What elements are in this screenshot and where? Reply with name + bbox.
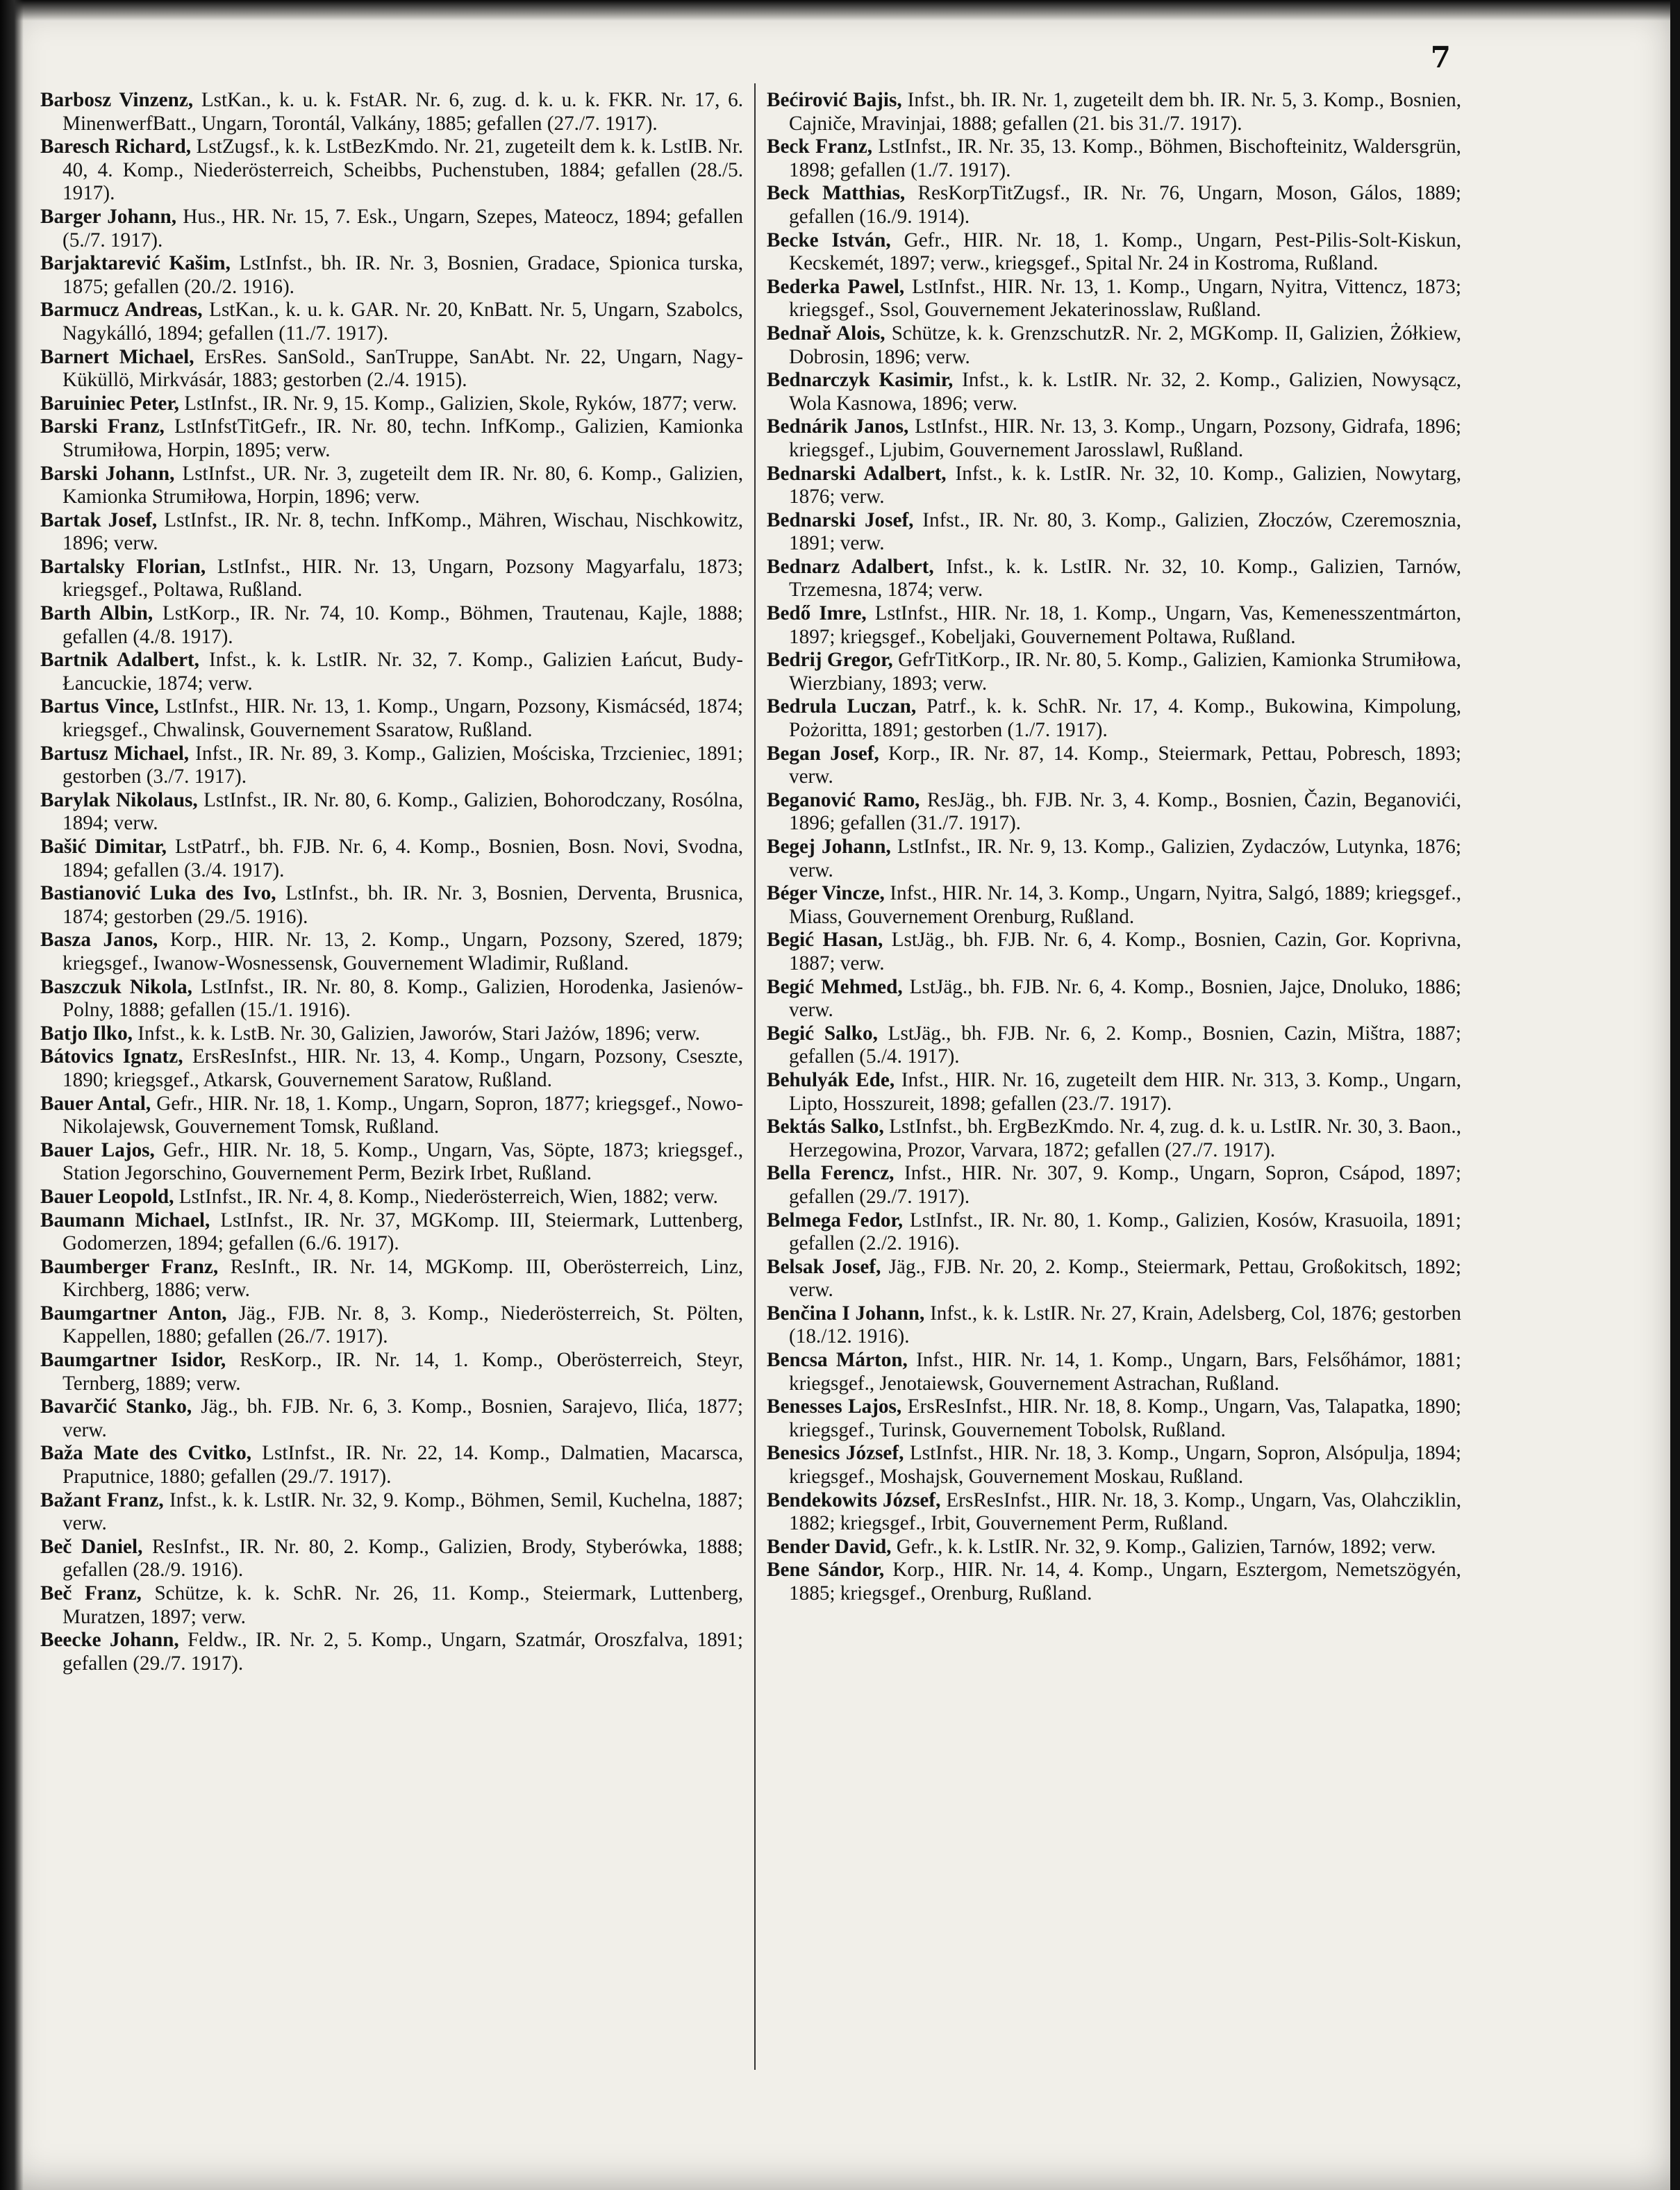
entry-name: Baumgartner Isidor, bbox=[40, 1349, 226, 1372]
entry-name: Bašić Dimitar, bbox=[40, 836, 167, 858]
entry-name: Bauer Antal, bbox=[40, 1092, 151, 1115]
entry-name: Bauer Lajos, bbox=[40, 1138, 155, 1161]
entry-details: LstKan., k. u. k. FstAR. Nr. 6, zug. d. k. u. k. FKR. Nr. 17, 6. MinenwerfBatt., Ungarn, Torontál, Valkány, 1885; gefallen (27./7. 1917). bbox=[63, 89, 744, 135]
list-entry bbox=[767, 1559, 1461, 1605]
entry-name: Beecke Johann, bbox=[40, 1629, 179, 1652]
entry-details: ErsRes. SanSold., SanTruppe, SanAbt. Nr. 22, Ungarn, Nagy-Küküllö, Mirkvásár, 1883; gestorben (2./4. 1915). bbox=[63, 345, 743, 392]
entry-name: Bavarčić Stanko, bbox=[40, 1395, 192, 1418]
entry-name: Bender David, bbox=[767, 1535, 892, 1558]
list-entry bbox=[767, 929, 1461, 975]
entry-details: LstKan., k. u. k. GAR. Nr. 20, KnBatt. Nr. 5, Ungarn, Szabolcs, Nagykálló, 1894; gefallen (11./7. 1917). bbox=[63, 299, 743, 345]
entry-details: LstInfst., HIR. Nr. 13, 3. Komp., Ungarn, Pozsony, Gidrafa, 1896; kriegsgef., Ljubim, Gouvernement Jarosslawl, Rußland. bbox=[789, 415, 1461, 461]
entry-details: Infst., HIR. Nr. 14, 1. Komp., Ungarn, Bars, Felsőhámor, 1881; kriegsgef., Jenotaiewsk, Gouvernement Astrachan, Rußland. bbox=[789, 1349, 1461, 1395]
entry-details: LstInfst., IR. Nr. 9, 13. Komp., Galizien, Zydaczów, Lutynka, 1876; verw. bbox=[789, 836, 1461, 881]
scan-top-edge bbox=[0, 0, 1680, 21]
entry-name: Baszczuk Nikola, bbox=[40, 975, 192, 998]
entry-details: LstInfst., HIR. Nr. 18, 3. Komp., Ungarn, Sopron, Alsópulja, 1894; kriegsgef., Moshajsk, Gouvernement Moskau, Rußland. bbox=[789, 1442, 1461, 1488]
entry-name: Bednarczyk Kasimir, bbox=[767, 369, 954, 392]
list-entry bbox=[767, 135, 1461, 182]
list-entry bbox=[40, 89, 743, 135]
right-column bbox=[767, 89, 1461, 1606]
list-entry bbox=[40, 1349, 743, 1395]
entry-name: Beč Franz, bbox=[40, 1582, 142, 1604]
entry-details: Gefr., HIR. Nr. 18, 1. Komp., Ungarn, Sopron, 1877; kriegsgef., Nowo-Nikolajewsk, Gouvernement Tomsk, Rußland. bbox=[63, 1092, 743, 1138]
entry-details: Gefr., HIR. Nr. 18, 1. Komp., Ungarn, Pest-Pilis-Solt-Kiskun, Kecskemét, 1897; verw., kriegsgef., Spital Nr. 24 in Kostroma, Rußland. bbox=[789, 229, 1461, 275]
entry-name: Begić Salko, bbox=[767, 1022, 878, 1045]
entry-details: LstInfst., bh. IR. Nr. 3, Bosnien, Derventa, Brusnica, 1874; gestorben (29./5. 1916). bbox=[63, 882, 743, 928]
entry-details: Infst., k. k. LstIR. Nr. 27, Krain, Adelsberg, Col, 1876; gestorben (18./12. 1916). bbox=[789, 1302, 1461, 1348]
list-entry bbox=[40, 1045, 743, 1092]
list-entry bbox=[40, 976, 743, 1022]
list-entry bbox=[40, 206, 743, 252]
list-entry bbox=[767, 1162, 1461, 1209]
list-entry bbox=[767, 602, 1461, 649]
entry-name: Beck Franz, bbox=[767, 135, 872, 158]
list-entry bbox=[40, 1489, 743, 1536]
entry-details: Infst., k. k. LstIR. Nr. 32, 7. Komp., Galizien Łańcut, Budy-Łancuckie, 1874; verw. bbox=[63, 649, 743, 695]
entry-name: Began Josef, bbox=[767, 742, 879, 765]
entry-name: Barski Johann, bbox=[40, 462, 175, 485]
entry-details: Feldw., IR. Nr. 2, 5. Komp., Ungarn, Szatmár, Oroszfalva, 1891; gefallen (29./7. 1917). bbox=[63, 1629, 744, 1675]
entry-name: Barylak Nikolaus, bbox=[40, 788, 198, 811]
list-entry bbox=[767, 789, 1461, 836]
list-entry bbox=[767, 1022, 1461, 1069]
entry-details: LstInfst., IR. Nr. 9, 15. Komp., Galizien, Skole, Ryków, 1877; verw. bbox=[178, 392, 738, 415]
list-entry bbox=[767, 276, 1461, 322]
left-column bbox=[40, 89, 743, 1675]
list-entry bbox=[40, 1139, 743, 1186]
entry-name: Bendekowits József, bbox=[767, 1488, 941, 1511]
entry-name: Baumgartner Anton, bbox=[40, 1302, 227, 1325]
list-entry bbox=[40, 602, 743, 649]
entry-details: Gefr., HIR. Nr. 18, 5. Komp., Ungarn, Vas, Söpte, 1873; kriegsgef., Station Jegorschino, Gouvernement Perm, Bezirk Irbet, Rußland. bbox=[63, 1138, 743, 1185]
list-entry bbox=[40, 695, 743, 742]
entry-details: LstPatrf., bh. FJB. Nr. 6, 4. Komp., Bosnien, Bosn. Novi, Svodna, 1894; gefallen (3./4. 1917). bbox=[63, 836, 744, 881]
entry-details: Hus., HR. Nr. 15, 7. Esk., Ungarn, Szepes, Mateocz, 1894; gefallen (5./7. 1917). bbox=[63, 205, 743, 251]
entry-name: Baresch Richard, bbox=[40, 135, 191, 158]
entry-name: Bauer Leopold, bbox=[40, 1185, 174, 1208]
entry-details: Jäg., FJB. Nr. 20, 2. Komp., Steiermark, Pettau, Großokitsch, 1892; verw. bbox=[789, 1255, 1461, 1302]
entry-details: Infst., HIR. Nr. 14, 3. Komp., Ungarn, Nyitra, Salgó, 1889; kriegsgef., Miass, Gouvernement Orenburg, Rußland. bbox=[789, 882, 1461, 928]
entry-name: Bartnik Adalbert, bbox=[40, 649, 199, 672]
entry-name: Barski Franz, bbox=[40, 415, 165, 438]
entry-details: ErsResInfst., HIR. Nr. 13, 4. Komp., Ungarn, Pozsony, Cseszte, 1890; kriegsgef., Atkarsk, Gouvernement Saratow, Rußland. bbox=[63, 1045, 743, 1091]
list-entry bbox=[767, 695, 1461, 742]
entry-name: Baumberger Franz, bbox=[40, 1255, 219, 1278]
list-entry bbox=[767, 1115, 1461, 1162]
list-entry bbox=[40, 1629, 743, 1675]
list-entry bbox=[40, 509, 743, 556]
entry-name: Barbosz Vinzenz, bbox=[40, 89, 194, 111]
entry-details: ResJäg., bh. FJB. Nr. 3, 4. Komp., Bosnien, Čazin, Beganovići, 1896; gefallen (31./7. 1917). bbox=[789, 788, 1461, 835]
entry-name: Bedő Imre, bbox=[767, 602, 867, 625]
list-entry bbox=[767, 1069, 1461, 1115]
list-entry bbox=[40, 1302, 743, 1349]
list-entry bbox=[40, 135, 743, 206]
entry-name: Bažant Franz, bbox=[40, 1488, 164, 1511]
entry-name: Belsak Josef, bbox=[767, 1255, 881, 1278]
page-number: 7 bbox=[1430, 40, 1451, 74]
entry-details: Infst., bh. IR. Nr. 1, zugeteilt dem bh. IR. Nr. 5, 3. Komp., Bosnien, Cajniče, Mravinjai, 1888; gefallen (21. bis 31./7. 1917). bbox=[789, 89, 1461, 135]
list-entry bbox=[40, 1256, 743, 1302]
entry-name: Bednarski Josef, bbox=[767, 508, 914, 531]
entry-name: Barjaktarević Kašim, bbox=[40, 252, 231, 275]
entry-name: Baruiniec Peter, bbox=[40, 392, 179, 415]
entry-details: Jäg., FJB. Nr. 8, 3. Komp., Niederösterreich, St. Pölten, Kappellen, 1880; gefallen (26./7. 1917). bbox=[63, 1302, 743, 1348]
entry-name: Bednarz Adalbert, bbox=[767, 555, 934, 578]
list-entry bbox=[767, 836, 1461, 882]
list-entry bbox=[767, 463, 1461, 509]
entry-name: Begić Mehmed, bbox=[767, 975, 903, 998]
entry-name: Bećirović Bajis, bbox=[767, 89, 902, 111]
list-entry bbox=[767, 369, 1461, 415]
list-entry bbox=[767, 556, 1461, 602]
list-entry bbox=[40, 346, 743, 392]
list-entry bbox=[40, 1209, 743, 1256]
entry-details: Infst., k. k. LstIR. Nr. 32, 10. Komp., Galizien, Nowytarg, 1876; verw. bbox=[789, 462, 1461, 508]
entry-details: LstInfst., HIR. Nr. 13, 1. Komp., Ungarn, Nyitra, Vittencz, 1873; kriegsgef., Ssol, Gouvernement Jekaterinosslaw, Rußland. bbox=[789, 275, 1461, 322]
entry-details: LstInfst., IR. Nr. 80, 8. Komp., Galizien, Horodenka, Jasienów-Polny, 1888; gefallen (15./1. 1916). bbox=[63, 975, 743, 1022]
list-entry bbox=[767, 1489, 1461, 1536]
entry-name: Beganović Ramo, bbox=[767, 788, 920, 811]
list-entry bbox=[767, 743, 1461, 789]
entry-name: Bednarski Adalbert, bbox=[767, 462, 947, 485]
list-entry bbox=[767, 1256, 1461, 1302]
list-entry bbox=[40, 463, 743, 509]
list-entry bbox=[40, 882, 743, 929]
list-entry bbox=[40, 929, 743, 975]
entry-name: Benesses Lajos, bbox=[767, 1395, 902, 1418]
entry-details: Schütze, k. k. GrenzschutzR. Nr. 2, MGKomp. II, Galizien, Żółkiew, Dobrosin, 1896; verw. bbox=[789, 322, 1462, 368]
list-entry bbox=[40, 556, 743, 602]
entry-details: LstInfst., bh. ErgBezKmdo. Nr. 4, zug. d. k. u. LstIR. Nr. 30, 3. Baon., Herzegowina, Prozor, Varvara, 1872; gefallen (27./7. 1917). bbox=[789, 1115, 1461, 1161]
entry-name: Barnert Michael, bbox=[40, 345, 194, 368]
entry-details: Korp., HIR. Nr. 13, 2. Komp., Ungarn, Pozsony, Szered, 1879; kriegsgef., Iwanow-Wosnessensk, Gouvernement Wladimir, Rußland. bbox=[63, 929, 743, 974]
entry-details: Schütze, k. k. SchR. Nr. 26, 11. Komp., Steiermark, Luttenberg, Muratzen, 1897; verw. bbox=[63, 1582, 743, 1628]
entry-name: Bednárik Janos, bbox=[767, 415, 909, 438]
entry-name: Bednař Alois, bbox=[767, 322, 885, 345]
entry-name: Begej Johann, bbox=[767, 836, 891, 858]
entry-details: Patrf., k. k. SchR. Nr. 17, 4. Komp., Bukowina, Kimpolung, Pożoritta, 1891; gestorben (1./7. 1917). bbox=[789, 695, 1461, 742]
entry-details: LstInfst., HIR. Nr. 13, Ungarn, Pozsony Magyarfalu, 1873; kriegsgef., Poltawa, Rußland. bbox=[63, 555, 744, 602]
entry-name: Bartak Josef, bbox=[40, 508, 158, 531]
list-entry bbox=[40, 415, 743, 462]
entry-details: ResKorpTitZugsf., IR. Nr. 76, Ungarn, Moson, Gálos, 1889; gefallen (16./9. 1914). bbox=[789, 182, 1461, 228]
entry-details: LstInfst., IR. Nr. 22, 14. Komp., Dalmatien, Macarsca, Praputnice, 1880; gefallen (29./7. 1917). bbox=[63, 1442, 743, 1488]
entry-details: LstInfstTitGefr., IR. Nr. 80, techn. InfKomp., Galizien, Kamionka Strumiłowa, Horpin, 1895; verw. bbox=[63, 415, 743, 461]
entry-name: Beč Daniel, bbox=[40, 1535, 143, 1558]
entry-name: Begić Hasan, bbox=[767, 929, 883, 952]
entry-name: Basza Janos, bbox=[40, 929, 158, 952]
entry-details: Infst., k. k. LstIR. Nr. 32, 9. Komp., Böhmen, Semil, Kuchelna, 1887; verw. bbox=[63, 1488, 743, 1535]
entry-details: LstInfst., UR. Nr. 3, zugeteilt dem IR. Nr. 80, 6. Komp., Galizien, Kamionka Strumiłowa, Horpin, 1896; verw. bbox=[63, 462, 744, 508]
list-entry bbox=[767, 1349, 1461, 1395]
entry-details: LstJäg., bh. FJB. Nr. 6, 4. Komp., Bosnien, Jajce, Dnoluko, 1886; verw. bbox=[789, 975, 1461, 1022]
entry-details: Korp., IR. Nr. 87, 14. Komp., Steiermark, Pettau, Pobresch, 1893; verw. bbox=[789, 742, 1461, 788]
list-entry bbox=[40, 392, 743, 416]
entry-details: LstInfst., IR. Nr. 80, 1. Komp., Galizien, Kosów, Krasuoila, 1891; gefallen (2./2. 1916). bbox=[789, 1209, 1461, 1255]
list-entry bbox=[767, 1209, 1461, 1256]
entry-details: Infst., k. k. LstIR. Nr. 32, 10. Komp., Galizien, Tarnów, Trzemesna, 1874; verw. bbox=[789, 555, 1462, 602]
list-entry bbox=[767, 182, 1461, 229]
entry-name: Bartusz Michael, bbox=[40, 742, 190, 765]
entry-name: Barmucz Andreas, bbox=[40, 299, 203, 322]
entry-details: GefrTitKorp., IR. Nr. 80, 5. Komp., Galizien, Kamionka Strumiłowa, Wierzbiany, 1893; verw. bbox=[789, 649, 1461, 695]
list-entry bbox=[767, 415, 1461, 462]
entry-details: LstInfst., HIR. Nr. 18, 1. Komp., Ungarn, Vas, Kemenesszentmárton, 1897; kriegsgef., Kobeljaki, Gouvernement Poltawa, Rußland. bbox=[789, 602, 1462, 648]
entry-details: Infst., k. k. LstB. Nr. 30, Galizien, Jaworów, Stari Jażów, 1896; verw. bbox=[132, 1022, 701, 1045]
list-entry bbox=[767, 1536, 1461, 1559]
entry-name: Batjo Ilko, bbox=[40, 1022, 133, 1045]
scan-right-edge bbox=[1670, 0, 1680, 2190]
entry-details: LstInfst., IR. Nr. 8, techn. InfKomp., Mähren, Wischau, Nischkowitz, 1896; verw. bbox=[63, 508, 743, 555]
entry-details: Korp., HIR. Nr. 14, 4. Komp., Ungarn, Esztergom, Nemetszögyén, 1885; kriegsgef., Orenburg, Rußland. bbox=[789, 1559, 1461, 1604]
entry-name: Bastianović Luka des Ivo, bbox=[40, 882, 276, 905]
entry-details: Jäg., bh. FJB. Nr. 6, 3. Komp., Bosnien, Sarajevo, Ilića, 1877; verw. bbox=[63, 1395, 743, 1441]
entry-details: Infst., HIR. Nr. 16, zugeteilt dem HIR. Nr. 313, 3. Komp., Ungarn, Lipto, Hosszureit, 1898; gefallen (23./7. 1917). bbox=[789, 1068, 1462, 1115]
entry-details: Infst., IR. Nr. 89, 3. Komp., Galizien, Mościska, Trzcieniec, 1891; gestorben (3./7. 1917). bbox=[63, 742, 743, 788]
list-entry bbox=[40, 743, 743, 789]
list-entry bbox=[40, 649, 743, 695]
list-entry bbox=[40, 1442, 743, 1488]
entry-name: Bartus Vince, bbox=[40, 695, 159, 718]
list-entry bbox=[767, 976, 1461, 1022]
entry-details: LstInfst., IR. Nr. 4, 8. Komp., Niederösterreich, Wien, 1882; verw. bbox=[174, 1185, 718, 1208]
entry-name: Benčina I Johann, bbox=[767, 1302, 925, 1325]
entry-details: LstInfst., IR. Nr. 80, 6. Komp., Galizien, Bohorodczany, Rosólna, 1894; verw. bbox=[63, 788, 743, 835]
entry-details: LstInfst., IR. Nr. 35, 13. Komp., Böhmen, Bischofteinitz, Waldersgrün, 1898; gefallen (1./7. 1917). bbox=[789, 135, 1461, 181]
list-entry bbox=[40, 1582, 743, 1629]
entry-name: Bátovics Ignatz, bbox=[40, 1045, 183, 1068]
list-entry bbox=[40, 836, 743, 882]
list-entry bbox=[40, 1093, 743, 1139]
entry-details: ResInfst., IR. Nr. 80, 2. Komp., Galizien, Brody, Styberówka, 1888; gefallen (28./9. 1916). bbox=[63, 1535, 743, 1582]
entry-name: Baža Mate des Cvitko, bbox=[40, 1442, 252, 1465]
entry-name: Bella Ferencz, bbox=[767, 1162, 895, 1185]
entry-details: LstKorp., IR. Nr. 74, 10. Komp., Böhmen, Trautenau, Kajle, 1888; gefallen (4./8. 1917). bbox=[63, 602, 743, 648]
entry-details: LstJäg., bh. FJB. Nr. 6, 2. Komp., Bosnien, Cazin, Mištra, 1887; gefallen (5./4. 1917). bbox=[789, 1022, 1462, 1068]
entry-details: LstInfst., bh. IR. Nr. 3, Bosnien, Gradace, Spionica turska, 1875; gefallen (20./2. 1916). bbox=[63, 252, 744, 298]
entry-details: Gefr., k. k. LstIR. Nr. 32, 9. Komp., Galizien, Tarnów, 1892; verw. bbox=[891, 1535, 1436, 1558]
entry-name: Bartalsky Florian, bbox=[40, 555, 206, 578]
entry-name: Bedrula Luczan, bbox=[767, 695, 917, 718]
entry-name: Baumann Michael, bbox=[40, 1209, 210, 1231]
entry-details: LstJäg., bh. FJB. Nr. 6, 4. Komp., Bosnien, Cazin, Gor. Koprivna, 1887; verw. bbox=[789, 929, 1461, 974]
list-entry bbox=[40, 299, 743, 345]
entry-name: Barger Johann, bbox=[40, 205, 177, 228]
list-entry bbox=[767, 649, 1461, 695]
entry-name: Bederka Pawel, bbox=[767, 275, 905, 298]
list-entry bbox=[40, 1395, 743, 1442]
list-entry bbox=[767, 882, 1461, 929]
entry-name: Behulyák Ede, bbox=[767, 1068, 895, 1091]
entry-name: Beck Matthias, bbox=[767, 182, 906, 205]
column-divider bbox=[754, 83, 756, 2070]
list-entry bbox=[40, 789, 743, 836]
entry-name: Benesics József, bbox=[767, 1442, 904, 1465]
entry-details: ResKorp., IR. Nr. 14, 1. Komp., Oberösterreich, Steyr, Ternberg, 1889; verw. bbox=[63, 1349, 744, 1395]
list-entry bbox=[40, 252, 743, 299]
scan-left-edge bbox=[0, 0, 24, 2190]
list-entry bbox=[40, 1022, 743, 1046]
entry-details: Infst., HIR. Nr. 307, 9. Komp., Ungarn, Sopron, Csápod, 1897; gefallen (29./7. 1917). bbox=[789, 1162, 1461, 1208]
entry-details: Infst., IR. Nr. 80, 3. Komp., Galizien, Złoczów, Czeremosznia, 1891; verw. bbox=[789, 508, 1462, 555]
entry-name: Bedrij Gregor, bbox=[767, 649, 893, 672]
entry-name: Bencsa Márton, bbox=[767, 1349, 908, 1372]
entry-details: LstInfst., HIR. Nr. 13, 1. Komp., Ungarn, Pozsony, Kismácséd, 1874; kriegsgef., Chwalinsk, Gouvernement Ssaratow, Rußland. bbox=[63, 695, 744, 742]
entry-name: Becke István, bbox=[767, 229, 891, 251]
entry-details: ResInft., IR. Nr. 14, MGKomp. III, Oberösterreich, Linz, Kirchberg, 1886; verw. bbox=[63, 1255, 744, 1302]
entry-name: Belmega Fedor, bbox=[767, 1209, 903, 1231]
list-entry bbox=[767, 1302, 1461, 1349]
list-entry bbox=[767, 89, 1461, 135]
entry-details: LstInfst., IR. Nr. 37, MGKomp. III, Steiermark, Luttenberg, Godomerzen, 1894; gefallen (6./6. 1917). bbox=[63, 1209, 744, 1255]
entry-name: Barth Albin, bbox=[40, 602, 153, 625]
list-entry bbox=[767, 1395, 1461, 1442]
list-entry bbox=[767, 322, 1461, 369]
entry-details: LstZugsf., k. k. LstBezKmdo. Nr. 21, zugeteilt dem k. k. LstIB. Nr. 40, 4. Komp., Niederösterreich, Scheibbs, Puchenstuben, 1884; gefallen (28./5. 1917). bbox=[63, 135, 743, 205]
list-entry bbox=[767, 229, 1461, 276]
entry-details: Infst., k. k. LstIR. Nr. 32, 2. Komp., Galizien, Nowysącz, Wola Kasnowa, 1896; verw. bbox=[789, 369, 1462, 415]
entry-details: ErsResInfst., HIR. Nr. 18, 8. Komp., Ungarn, Vas, Talapatka, 1890; kriegsgef., Turinsk, Gouvernement Tobolsk, Rußland. bbox=[789, 1395, 1462, 1441]
list-entry bbox=[40, 1536, 743, 1582]
list-entry bbox=[40, 1186, 743, 1209]
entry-name: Béger Vincze, bbox=[767, 882, 885, 905]
entry-name: Bektás Salko, bbox=[767, 1115, 884, 1138]
entry-name: Bene Sándor, bbox=[767, 1559, 885, 1582]
entry-details: ErsResInfst., HIR. Nr. 18, 3. Komp., Ungarn, Vas, Olahcziklin, 1882; kriegsgef., Irbit, Gouvernement Perm, Rußland. bbox=[789, 1488, 1461, 1535]
list-entry bbox=[767, 1442, 1461, 1488]
list-entry bbox=[767, 509, 1461, 556]
